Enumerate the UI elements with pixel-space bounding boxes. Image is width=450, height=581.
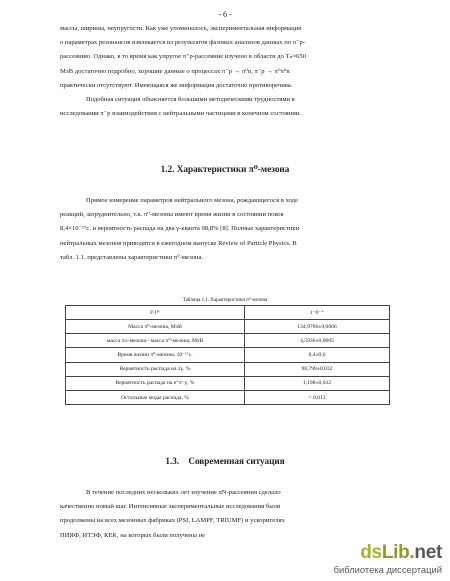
text-line: ПИЯФ, ИТЭФ, КЕК, на которых были получены не xyxy=(60,531,206,539)
table-cell-value: 134,9766±0,0006 xyxy=(245,320,390,334)
text-line: рассеянию. Однако, в то время как упругое π⁺p-рассеяние изучено в области до Tₙ≈650 xyxy=(60,53,306,61)
table-cell-property: Время жизни π⁰-мезона, 10⁻¹⁷с. xyxy=(66,348,245,362)
dslib-watermark xyxy=(334,543,442,575)
text-line: качественно новый шаг. Интенсивные экспериментальные исследования были xyxy=(60,503,281,511)
table-row xyxy=(66,376,390,390)
text-line: о параметрах резонансов извлекается из результатов фазовых анализов данных по π⁻p- xyxy=(60,39,305,47)
text-line: МэВ достаточно подробно, хорошие данные о процессах π⁻p → π⁰n, π⁻p → π⁰π⁰n xyxy=(60,67,290,75)
text-line: Подобная ситуация объясняется большими методическими трудностями в xyxy=(86,96,295,104)
table-cell-value: 8,4±0,6 xyxy=(245,348,390,362)
table-header-row xyxy=(66,306,390,320)
text-line: продолжены на всех мезонных фабриках (PSI, LAMPF, TRIUMF) и ускорителях xyxy=(60,517,285,525)
table-cell-property: Остальные моды распада, % xyxy=(66,390,245,404)
text-line: В течение последних нескольких лет изучение πN-рассеяния сделало xyxy=(86,489,281,496)
table-row xyxy=(66,348,390,362)
text-line: исследовании π⁻p взаимодействия с нейтральными частицами в конечном состоянии. xyxy=(60,110,301,118)
section-heading-1-2: 1.2. Характеристики π⁰-мезона xyxy=(160,164,290,174)
text-line: Прямое измерение параметров нейтрального мезона, рождающегося в ходе xyxy=(86,197,298,204)
table-cell-value: 4,5936±0,0005 xyxy=(245,334,390,348)
table-row xyxy=(66,320,390,334)
section-1-2-paragraph xyxy=(60,194,390,265)
intro-paragraph xyxy=(60,22,390,121)
table-cell-property: масса π±-мезона - масса π⁰-мезона, МэВ xyxy=(66,334,245,348)
text-line: реакций, затруднительно, т.к. π⁰-мезоны имеют время жизни в состоянии покоя xyxy=(60,211,284,219)
text-line: массы, ширины, неупругости. Как уже упоминалось, экспериментальная информация xyxy=(60,25,302,32)
table-cell-property: Вероятность распада на e⁺e⁻γ, % xyxy=(66,376,245,390)
table-cell-property: Вероятность распада на 2γ, % xyxy=(66,362,245,376)
dslib-subtitle: библиотека диссертаций xyxy=(333,564,442,575)
table-cell-property: Масса π⁰-мезона, МэВ xyxy=(66,320,245,334)
table-header-cell: 1⁻0⁻⁺ xyxy=(245,306,390,320)
section-1-3-paragraph xyxy=(60,486,390,543)
table-cell-value: 1,198±0,032 xyxy=(245,376,390,390)
table-row xyxy=(66,362,390,376)
table-row xyxy=(66,390,390,404)
text-line: нейтральных мезонов приводятся в ежегодном выпуске Review of Particle Physics. В xyxy=(60,239,297,247)
pion-properties-table xyxy=(65,305,390,405)
dslib-logo: dsLib.net xyxy=(360,542,442,563)
table-caption: Таблица 1.1. Характеристики π⁰-мезона xyxy=(182,298,268,303)
text-line: 8,4×10⁻¹⁷с. и вероятность распада на два γ-кванта 98,8% [8]. Полные характеристики xyxy=(60,225,300,233)
section-heading-1-3: 1.3. Современная ситуация xyxy=(165,456,285,466)
table-row xyxy=(66,334,390,348)
table-header-cell: IᴳJᴾᶜ xyxy=(66,306,245,320)
table-cell-value: 98,798±0,032 xyxy=(245,362,390,376)
page-number: - 6 - xyxy=(218,10,232,19)
text-line: табл. 1.1. представлены характеристики π⁰-мезона. xyxy=(60,253,204,261)
table-cell-value: < 0,013 xyxy=(245,390,390,404)
text-line: практически отсутствуют. Имеющаяся же информация достаточно противоречива. xyxy=(60,81,293,89)
